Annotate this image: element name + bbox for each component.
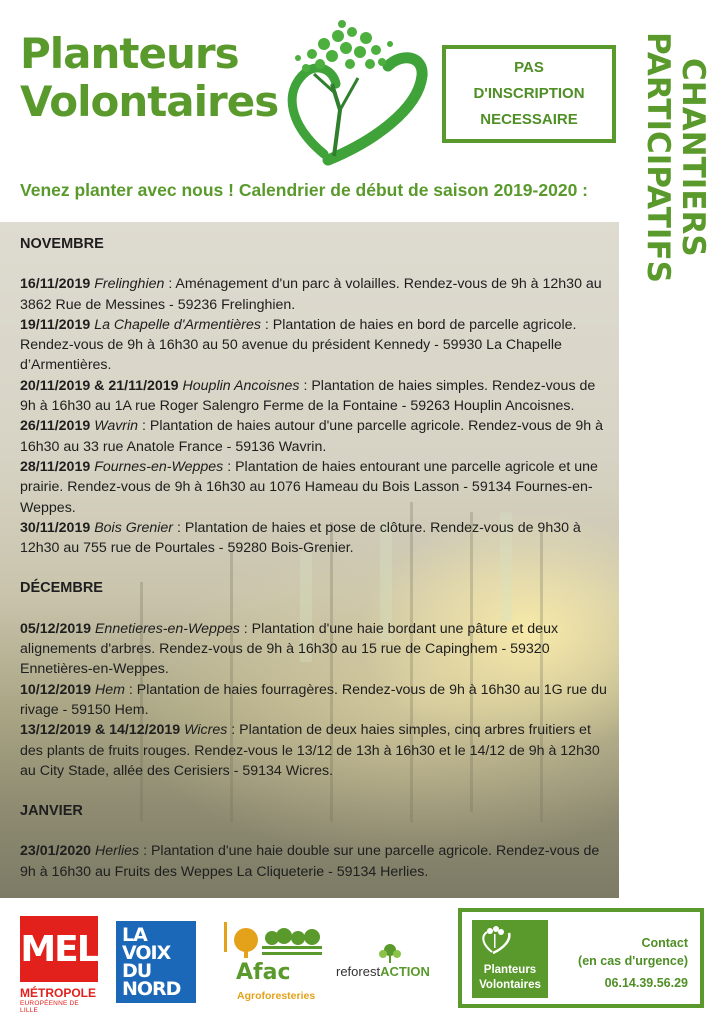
badge-line-1: PAS	[514, 59, 544, 76]
contact-label: Contact	[641, 936, 688, 950]
month-heading: DÉCEMBRE	[20, 580, 103, 597]
voix-line-2: VOIX	[122, 942, 171, 964]
calendar-entry	[20, 680, 610, 721]
voix-line-3: DU	[122, 960, 152, 982]
reforest-wordmark	[336, 964, 430, 979]
entry-text: : Plantation de haies simples. Rendez-vous de 9h à 16h30 au 1A rue Roger Salengro Ferme de la Fontaine - 59263 Houplin Ancoisnes.	[20, 377, 596, 415]
entry-place: Wavrin	[94, 418, 139, 435]
entry-place: Frelinghien	[94, 276, 165, 293]
entry-date: 26/11/2019	[20, 418, 91, 435]
afac-subtitle: Agroforesteries	[237, 990, 316, 1002]
calendar-entry	[20, 619, 610, 680]
reforest-b: ACTION	[380, 964, 430, 979]
tree-heart-logo-icon	[262, 14, 432, 168]
calendar-entry	[20, 274, 610, 315]
entry-place: Herlies	[94, 843, 140, 860]
entry-date: 20/11/2019 & 21/11/2019	[20, 377, 179, 394]
mel-subtitle: EUROPÉENNE DE LILLE	[20, 1000, 79, 1014]
entry-date: 28/11/2019	[20, 458, 91, 475]
entry-text: : Plantation d'une haie double sur une parcelle agricole. Rendez-vous de 9h à 16h30 au Fruits des Weppes La Cliqueterie - 59134 Herlies.	[20, 843, 600, 880]
entry-text: : Plantation de haies entourant une parcelle agricole et une prairie. Rendez-vous de 9h à 16h30 au 1076 Hameau du Bois Lasson - 59134 Fournes-en-Weppes.	[20, 458, 598, 516]
contact-phone: 06.14.39.56.29	[604, 976, 688, 990]
contact-urgency-label: (en cas d'urgence)	[578, 954, 688, 968]
mel-logo	[20, 916, 98, 1014]
mel-mark: MEL	[20, 916, 98, 982]
calendar-entry	[20, 457, 610, 518]
calendar-entry	[20, 315, 610, 376]
no-registration-badge	[442, 45, 616, 143]
planteurs-volontaires-badge	[472, 920, 548, 998]
reforest-action-logo	[334, 942, 442, 982]
title-line-1: Planteurs	[20, 29, 239, 78]
afac-name: Afac	[236, 960, 291, 985]
entry-place: Ennetieres-en-Weppes	[94, 620, 240, 637]
entry-text: : Plantation de haies et pose de clôture. Rendez-vous de 9h30 à 12h30 au 755 rue de Pourtales - 59280 Bois-Grenier.	[20, 519, 581, 557]
entry-place: Fournes-en-Weppes	[94, 458, 224, 475]
entry-place: Hem	[94, 681, 125, 698]
calendar-entry	[20, 376, 610, 417]
calendar-entry	[20, 416, 610, 457]
entry-date: 05/12/2019	[20, 620, 92, 637]
entry-place: Wicres	[184, 722, 228, 739]
vertical-line-2: PARTICIPATIFS	[640, 32, 676, 283]
entry-place: Bois Grenier	[94, 519, 174, 536]
badge-volontaires: Volontaires	[479, 979, 541, 991]
entry-text: : Plantation de haies fourragères. Rendez-vous de 9h à 16h30 au 1G rue du rivage - 59150 Hem.	[20, 681, 607, 718]
voix-line-1: LA	[122, 924, 147, 946]
entry-date: 30/11/2019	[20, 519, 91, 536]
entry-date: 10/12/2019	[20, 681, 92, 698]
title-line-2: Volontaires	[20, 77, 279, 126]
entry-text: : Plantation de haies en bord de parcelle agricole. Rendez-vous de 9h à 16h30 au 50 avenue du président Kennedy - 59930 La Chapelle d’Armentières.	[20, 316, 577, 374]
badge-line-3: NECESSAIRE	[480, 111, 578, 128]
entry-date: 13/12/2019 & 14/12/2019	[20, 722, 181, 739]
reforest-a: reforest	[336, 964, 381, 979]
calendar-entry	[20, 841, 610, 882]
entry-text: : Aménagement d'un parc à volailles. Rendez-vous de 9h à 12h30 au 3862 Rue de Messines - 59236 Frelinghien.	[20, 276, 602, 313]
calendar-panel	[0, 222, 619, 898]
badge-line-2: D'INSCRIPTION	[473, 85, 585, 102]
entry-place: Houplin Ancoisnes	[182, 377, 300, 394]
vertical-line-1: CHANTIERS	[675, 58, 711, 257]
month-heading: NOVEMBRE	[20, 236, 104, 252]
tree-heart-small-icon	[478, 924, 512, 954]
page-title	[20, 30, 278, 126]
entry-text: : Plantation de deux haies simples, cinq arbres fruitiers et des plants de fruits rouges. Rendez-vous le 13/12 de 13h à 16h30 et le 14/12 de 9h à 12h30 au City Stade, allée des Cerisiers - 59134 Wicres.	[20, 722, 600, 779]
badge-planteurs: Planteurs	[483, 964, 537, 976]
reforest-tree-icon	[334, 942, 442, 964]
contact-info	[558, 934, 688, 992]
vertical-title	[640, 32, 710, 283]
mel-name: MÉTROPOLE	[20, 986, 97, 1000]
entry-date: 16/11/2019	[20, 276, 91, 293]
afac-logo	[222, 920, 326, 1010]
calendar-entry	[20, 720, 610, 781]
month-heading: JANVIER	[20, 803, 83, 820]
contact-box	[458, 908, 704, 1008]
voix-line-4: NORD	[122, 978, 181, 1000]
entry-date: 23/01/2020	[20, 843, 92, 860]
entry-place: La Chapelle d'Armentières	[94, 316, 261, 333]
afac-trees-icon	[222, 920, 326, 960]
entry-date: 19/11/2019	[20, 316, 91, 333]
entry-text: : Plantation de haies autour d'une parcelle agricole. Rendez-vous de 9h à 16h30 au 33 rue Anatole France - 59136 Wavrin.	[20, 418, 603, 455]
calendar-content	[20, 234, 610, 882]
calendar-entry	[20, 518, 610, 559]
calendar-subtitle: Venez planter avec nous ! Calendrier de début de saison 2019-2020 :	[20, 180, 588, 200]
entry-text: : Plantation d'une haie bordant une pâture et deux alignements d'arbres. Rendez-vous de 9h à 16h30 au 15 rue de Capinghem - 59320 Ennetières-en-Weppes.	[20, 620, 559, 678]
la-voix-du-nord-logo	[116, 921, 196, 1003]
